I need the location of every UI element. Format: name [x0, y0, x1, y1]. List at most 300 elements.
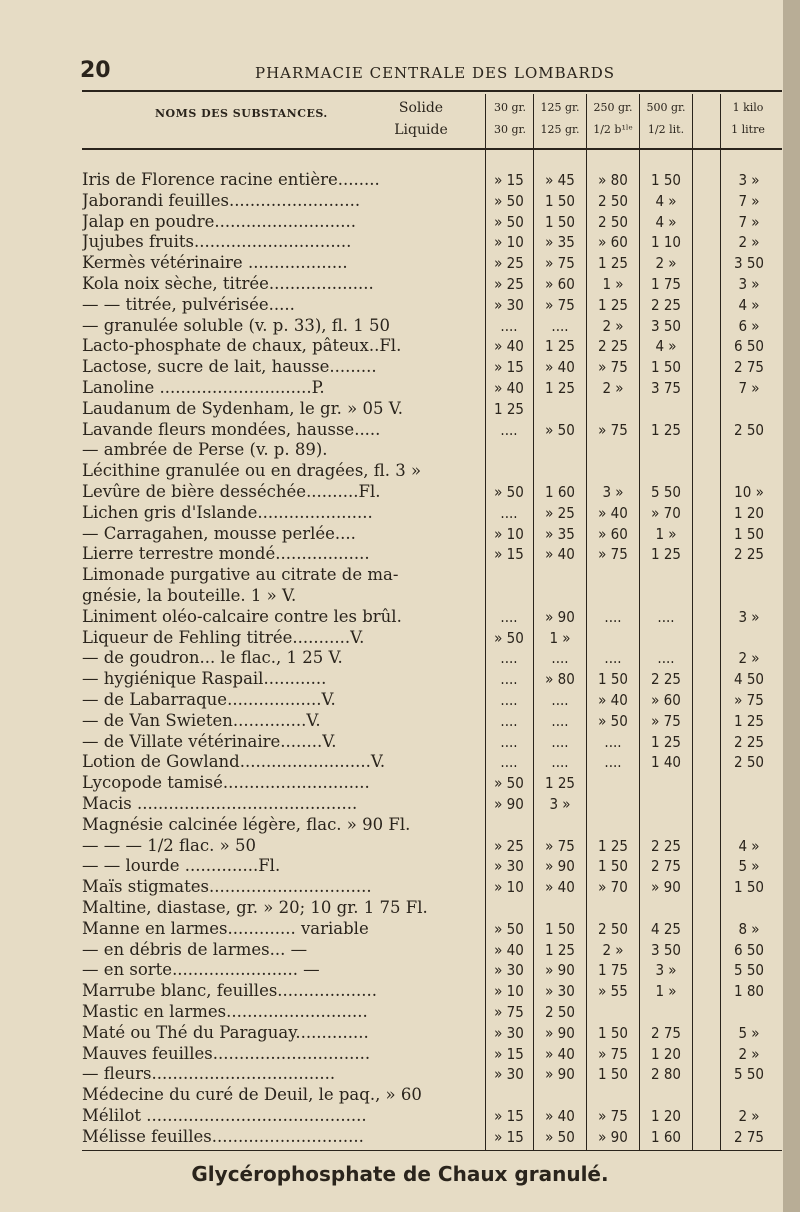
price-cell: 5 50 — [650, 483, 682, 501]
substance-name: Mélilot .......................................... — [82, 1106, 367, 1125]
price-cell: 2 80 — [650, 1065, 682, 1084]
price-cell: » 10 — [494, 233, 524, 252]
price-cell: » 90 — [545, 607, 575, 626]
price-cell — [640, 794, 692, 814]
price-cell: .... — [551, 649, 569, 668]
price-cell: 2 50 — [544, 1003, 576, 1021]
price-cell: .... — [500, 691, 518, 709]
price-cell: 1 25 — [597, 836, 629, 855]
price-cell: » 50 — [545, 420, 575, 439]
price-cell: 3 » — [602, 483, 624, 501]
substance-name: Liqueur de Fehling titrée...........V. — [82, 627, 365, 647]
price-cell: » 90 — [651, 878, 681, 897]
price-cell: » 50 — [494, 191, 524, 210]
substance-name: Mauves feuilles.............................. — [82, 1043, 371, 1063]
substance-name: Lactose, sucre de lait, hausse......... — [82, 357, 377, 377]
substance-name: Maté ou Thé du Paraguay.............. — [82, 1022, 369, 1042]
price-cell — [640, 815, 692, 835]
qty-header-3: 250 gr. 1/2 b¹ˡᵉ — [593, 101, 633, 136]
price-cell: » 40 — [545, 1044, 575, 1063]
table-row — [82, 503, 782, 523]
price-cell — [722, 773, 776, 793]
substance-name: — de Villate vétérinaire........V. — [82, 731, 337, 751]
price-cell: 4 » — [738, 836, 760, 855]
price-cell: 3 75 — [650, 379, 682, 397]
price-cell: 1 25 — [650, 732, 682, 751]
price-cell: » 10 — [494, 878, 524, 897]
price-cell: 1 25 — [650, 545, 682, 564]
substance-name: — — titrée, pulvérisée..... — [82, 294, 295, 314]
substance-name: Magnésie calcinée légère, flac. » 90 Fl. — [82, 814, 411, 834]
price-cell — [486, 898, 532, 918]
table-row — [82, 274, 782, 294]
price-cell: 1 10 — [650, 233, 682, 252]
table-row — [82, 752, 782, 772]
price-cell: .... — [500, 503, 518, 522]
price-cell — [534, 399, 586, 419]
price-cell: 1 75 — [597, 961, 629, 980]
table-row — [82, 565, 782, 585]
price-cell — [587, 898, 639, 918]
price-cell: 5 50 — [733, 961, 765, 980]
table-row — [82, 732, 782, 752]
price-cell: » 30 — [545, 982, 575, 1001]
price-cell: 1 25 — [544, 940, 576, 959]
price-cell: 1 50 — [597, 1023, 629, 1042]
price-cell — [587, 586, 639, 606]
price-cell: » 75 — [494, 1003, 524, 1021]
price-cell: 5 50 — [733, 1065, 765, 1084]
table-row — [82, 461, 782, 481]
price-cell: 1 25 — [650, 420, 682, 439]
table-bottom-rule — [82, 1150, 782, 1151]
price-cell: » 40 — [545, 878, 575, 897]
price-cell: 3 » — [655, 961, 677, 980]
price-cell: 2 » — [738, 1044, 760, 1063]
state-solid-label: Solide — [398, 100, 444, 116]
substance-name: — en sorte........................ — — [82, 960, 320, 980]
table-row — [82, 482, 782, 502]
page-number: 20 — [80, 58, 111, 83]
price-cell: 2 » — [738, 1107, 760, 1125]
price-cell: .... — [500, 420, 518, 439]
price-cell: 4 » — [655, 212, 677, 231]
price-cell: .... — [500, 607, 518, 626]
price-cell — [486, 815, 532, 835]
price-cell: 1 » — [655, 524, 677, 543]
price-cell: » 80 — [545, 670, 575, 689]
price-cell: 2 75 — [733, 358, 765, 377]
price-cell: » 50 — [494, 212, 524, 231]
price-cell: » 30 — [494, 961, 524, 980]
price-cell: 10 » — [734, 483, 764, 501]
price-cell: 1 50 — [544, 919, 576, 938]
substance-name: — hygiénique Raspail............ — [82, 669, 327, 689]
price-cell: 1 25 — [493, 399, 525, 418]
price-cell: 3 » — [738, 275, 760, 293]
price-cell — [534, 815, 586, 835]
names-column-header: NOMS DES SUBSTANCES. — [155, 107, 328, 120]
price-cell: » 70 — [651, 503, 681, 522]
price-cell: » 60 — [598, 233, 628, 252]
price-cell: .... — [604, 732, 622, 751]
price-cell — [640, 399, 692, 419]
table-row — [82, 544, 782, 564]
price-cell: » 50 — [494, 774, 524, 793]
table-row — [82, 191, 782, 211]
price-cell: » 70 — [598, 878, 628, 897]
price-cell: » 75 — [545, 295, 575, 314]
price-cell: » 50 — [494, 919, 524, 938]
table-row — [82, 1002, 782, 1022]
price-cell: » 50 — [545, 1127, 575, 1146]
table-row — [82, 524, 782, 544]
price-cell — [587, 628, 639, 648]
price-cell: » 75 — [598, 1044, 628, 1063]
price-cell: 2 » — [602, 940, 624, 959]
price-cell: 1 25 — [733, 711, 765, 730]
price-cell: » 60 — [598, 524, 628, 543]
price-cell: » 75 — [651, 711, 681, 730]
price-cell: 1 50 — [544, 191, 576, 210]
table-row — [82, 586, 782, 606]
price-cell — [587, 1085, 639, 1105]
price-cell: 1 60 — [544, 483, 576, 501]
price-cell: 8 » — [738, 919, 760, 938]
price-cell — [722, 815, 776, 835]
substance-name: Levûre de bière desséchée..........Fl. — [82, 482, 381, 501]
price-cell — [587, 461, 639, 481]
price-cell — [587, 794, 639, 814]
substance-name: Mélisse feuilles............................. — [82, 1126, 364, 1146]
price-cell: » 50 — [494, 483, 524, 501]
price-cell — [587, 440, 639, 460]
price-cell: 2 » — [602, 316, 624, 335]
price-cell: » 90 — [545, 857, 575, 876]
price-cell: 4 » — [655, 191, 677, 210]
substance-name: Limonade purgative au citrate de ma- — [82, 565, 399, 585]
price-cell: 1 50 — [597, 857, 629, 876]
price-cell — [640, 1002, 692, 1022]
price-cell — [587, 565, 639, 585]
price-cell — [587, 773, 639, 793]
table-row — [82, 1127, 782, 1147]
price-cell — [486, 1085, 532, 1105]
price-cell: .... — [500, 753, 518, 772]
table-row — [82, 628, 782, 648]
substance-name: Manne en larmes............. variable — [82, 918, 369, 938]
price-cell: .... — [551, 316, 569, 335]
substance-name: — de goudron... le flac., 1 25 V. — [82, 648, 343, 668]
table-row — [82, 253, 782, 273]
table-row — [82, 1064, 782, 1084]
price-cell: 1 25 — [544, 379, 576, 397]
price-cell: 1 20 — [650, 1044, 682, 1063]
substance-name: Jaborandi feuilles......................... — [82, 190, 361, 210]
table-row — [82, 1044, 782, 1064]
price-cell — [722, 565, 776, 585]
price-cell: » 75 — [598, 1107, 628, 1125]
price-cell: » 90 — [598, 1127, 628, 1146]
price-cell — [640, 440, 692, 460]
price-cell: 1 50 — [597, 1065, 629, 1084]
table-row — [82, 170, 782, 190]
price-cell — [722, 898, 776, 918]
table-row — [82, 898, 782, 918]
price-cell — [640, 461, 692, 481]
price-cell: 4 50 — [733, 670, 765, 689]
table-row — [82, 981, 782, 1001]
substance-name: — Carragahen, mousse perlée.... — [82, 523, 356, 543]
price-cell: » 25 — [494, 275, 524, 293]
price-cell: » 25 — [545, 503, 575, 522]
substance-name: Maïs stigmates............................... — [82, 877, 372, 897]
price-cell: 1 60 — [650, 1127, 682, 1146]
price-cell — [722, 440, 776, 460]
price-cell: 1 25 — [597, 254, 629, 273]
price-cell: 2 25 — [650, 670, 682, 689]
price-cell: 1 » — [602, 275, 624, 293]
table-row — [82, 960, 782, 980]
price-cell: » 75 — [598, 420, 628, 439]
qty-header-2: 125 gr. 125 gr. — [540, 101, 580, 136]
price-cell: 1 » — [655, 982, 677, 1001]
price-cell: 6 » — [738, 316, 760, 335]
price-cell: 2 25 — [733, 732, 765, 751]
price-cell: 1 50 — [733, 878, 765, 897]
column-header-rule — [82, 148, 782, 150]
price-cell: .... — [657, 607, 675, 626]
price-cell: 2 50 — [597, 191, 629, 210]
price-cell — [640, 565, 692, 585]
price-cell: .... — [604, 607, 622, 626]
price-cell: 7 » — [738, 379, 760, 397]
price-cell: 2 75 — [733, 1127, 765, 1146]
price-cell — [640, 628, 692, 648]
price-cell: » 25 — [494, 254, 524, 273]
price-cell: » 40 — [494, 940, 524, 959]
price-cell: 7 » — [738, 212, 760, 231]
price-cell: 2 50 — [597, 212, 629, 231]
price-cell: .... — [500, 711, 518, 730]
qty-header-4: 500 gr. 1/2 lit. — [646, 101, 686, 136]
price-cell: » 15 — [494, 545, 524, 564]
price-cell: » 15 — [494, 1044, 524, 1063]
price-cell: 2 25 — [597, 337, 629, 356]
price-cell: 1 50 — [544, 212, 576, 231]
table-row — [82, 232, 782, 252]
price-cell: .... — [551, 753, 569, 772]
price-cell: 1 » — [549, 628, 571, 647]
price-cell: 1 75 — [650, 275, 682, 293]
table-row — [82, 836, 782, 856]
price-cell: 3 » — [738, 607, 760, 626]
price-cell — [534, 440, 586, 460]
table-row — [82, 919, 782, 939]
price-cell: 2 » — [738, 649, 760, 668]
substance-name: Lacto-phosphate de chaux, pâteux..Fl. — [82, 336, 402, 356]
price-cell: » 30 — [494, 1023, 524, 1042]
price-cell: » 15 — [494, 171, 524, 189]
price-cell: 3 » — [549, 795, 571, 813]
table-row — [82, 690, 782, 710]
price-cell: 6 50 — [733, 940, 765, 959]
price-cell: .... — [551, 732, 569, 751]
price-cell: 4 » — [738, 295, 760, 314]
table-row — [82, 711, 782, 731]
price-cell: » 50 — [598, 711, 628, 730]
price-cell: » 35 — [545, 233, 575, 252]
substance-name: Lycopode tamisé............................ — [82, 773, 370, 793]
price-cell: » 90 — [545, 961, 575, 980]
qty-header-5: 1 kilo 1 litre — [731, 101, 765, 136]
price-cell — [486, 440, 532, 460]
price-cell — [640, 1085, 692, 1105]
substance-name: Iris de Florence racine entière........ — [82, 170, 380, 189]
price-cell: 2 75 — [650, 1023, 682, 1042]
table-row — [82, 316, 782, 336]
price-cell: 2 25 — [650, 836, 682, 855]
substance-name: Kola noix sèche, titrée.................... — [82, 274, 374, 293]
price-cell — [722, 1085, 776, 1105]
price-cell: 2 50 — [733, 753, 765, 772]
price-cell: » 10 — [494, 524, 524, 543]
price-cell: » 15 — [494, 1127, 524, 1146]
price-cell: .... — [657, 649, 675, 668]
substance-name: — ambrée de Perse (v. p. 89). — [82, 440, 328, 460]
page-edge — [783, 0, 800, 1212]
running-title: PHARMACIE CENTRALE DES LOMBARDS — [255, 64, 616, 82]
price-cell — [722, 628, 776, 648]
substance-name: Lotion de Gowland.........................V. — [82, 752, 386, 772]
price-cell: 1 25 — [597, 295, 629, 314]
table-row — [82, 336, 782, 356]
price-cell: » 50 — [494, 628, 524, 647]
substance-name: Liniment oléo-calcaire contre les brûl. — [82, 606, 402, 626]
price-cell: 6 50 — [733, 337, 765, 356]
price-cell: .... — [604, 753, 622, 772]
price-cell: » 60 — [651, 691, 681, 709]
price-cell: 2 » — [602, 379, 624, 397]
substance-name: Mastic en larmes........................... — [82, 1002, 368, 1021]
table-row — [82, 1023, 782, 1043]
price-cell — [486, 565, 532, 585]
footer-heading: Glycérophosphate de Chaux granulé. — [191, 1162, 609, 1186]
substance-name: Jujubes fruits.............................. — [82, 232, 352, 252]
price-cell: 3 50 — [650, 316, 682, 335]
table-row — [82, 440, 782, 460]
price-cell — [722, 586, 776, 606]
price-cell: 7 » — [738, 191, 760, 210]
price-cell — [534, 898, 586, 918]
substance-name: gnésie, la bouteille. 1 » V. — [82, 586, 297, 605]
table-row — [82, 773, 782, 793]
price-cell: » 55 — [598, 982, 628, 1001]
price-cell: » 90 — [494, 795, 524, 813]
table-row — [82, 212, 782, 232]
qty-header-1: 30 gr. 30 gr. — [493, 101, 527, 136]
price-cell: .... — [500, 732, 518, 751]
table-row — [82, 856, 782, 876]
header-rule — [82, 90, 782, 92]
price-cell — [722, 461, 776, 481]
table-row — [82, 877, 782, 897]
price-cell: 3 50 — [650, 940, 682, 959]
substance-name: — en débris de larmes... — — [82, 939, 308, 959]
substance-name: — fleurs................................... — [82, 1064, 336, 1084]
price-cell: 1 80 — [733, 982, 765, 1001]
price-cell: 1 25 — [544, 337, 576, 356]
price-cell: » 45 — [545, 171, 575, 189]
price-cell — [640, 586, 692, 606]
table-row — [82, 940, 782, 960]
price-cell — [534, 1085, 586, 1105]
price-cell: » 90 — [545, 1023, 575, 1042]
price-cell: » 10 — [494, 982, 524, 1001]
price-cell — [640, 773, 692, 793]
price-cell: 5 » — [738, 857, 760, 876]
price-cell: 2 50 — [733, 420, 765, 439]
table-row — [82, 1085, 782, 1105]
price-cell: 2 25 — [733, 545, 765, 564]
table-row — [82, 794, 782, 814]
price-cell: .... — [500, 649, 518, 668]
substance-name: Macis .......................................... — [82, 794, 358, 813]
price-cell: .... — [500, 670, 518, 689]
price-cell: » 40 — [598, 503, 628, 522]
price-cell: » 75 — [598, 358, 628, 377]
price-cell: » 30 — [494, 295, 524, 314]
price-cell: » 15 — [494, 358, 524, 377]
table-row — [82, 669, 782, 689]
price-cell: 2 » — [738, 233, 760, 252]
price-cell: 4 » — [655, 337, 677, 356]
substance-name: Laudanum de Sydenham, le gr. » 05 V. — [82, 398, 403, 418]
price-cell: 3 50 — [733, 254, 765, 273]
price-cell: » 30 — [494, 857, 524, 876]
price-cell — [587, 399, 639, 419]
price-cell: » 30 — [494, 1065, 524, 1084]
price-cell: 1 20 — [733, 503, 765, 522]
substance-name: — de Labarraque..................V. — [82, 690, 336, 709]
price-cell: 2 25 — [650, 295, 682, 314]
price-cell: » 75 — [734, 691, 764, 709]
substance-name: — — lourde ..............Fl. — [82, 856, 281, 876]
table-row — [82, 607, 782, 627]
price-cell: » 40 — [545, 1107, 575, 1125]
price-cell — [722, 1002, 776, 1022]
state-header — [385, 97, 457, 141]
price-cell: 1 20 — [650, 1107, 682, 1125]
price-cell: » 40 — [545, 358, 575, 377]
price-cell: » 75 — [598, 545, 628, 564]
price-cell — [722, 399, 776, 419]
price-cell: » 90 — [545, 1065, 575, 1084]
price-cell — [486, 461, 532, 481]
price-cell — [534, 586, 586, 606]
price-cell: .... — [604, 649, 622, 668]
substance-name: — de Van Swieten..............V. — [82, 710, 321, 730]
substance-name: Lanoline .............................P. — [82, 378, 325, 397]
price-cell — [587, 815, 639, 835]
substance-name: Lavande fleurs mondées, hausse..... — [82, 419, 381, 439]
price-cell — [640, 898, 692, 918]
price-cell: .... — [500, 316, 518, 335]
price-cell: » 25 — [494, 836, 524, 855]
state-liquid-label: Liquide — [394, 122, 448, 138]
price-cell: 2 75 — [650, 857, 682, 876]
price-cell: 5 » — [738, 1023, 760, 1042]
